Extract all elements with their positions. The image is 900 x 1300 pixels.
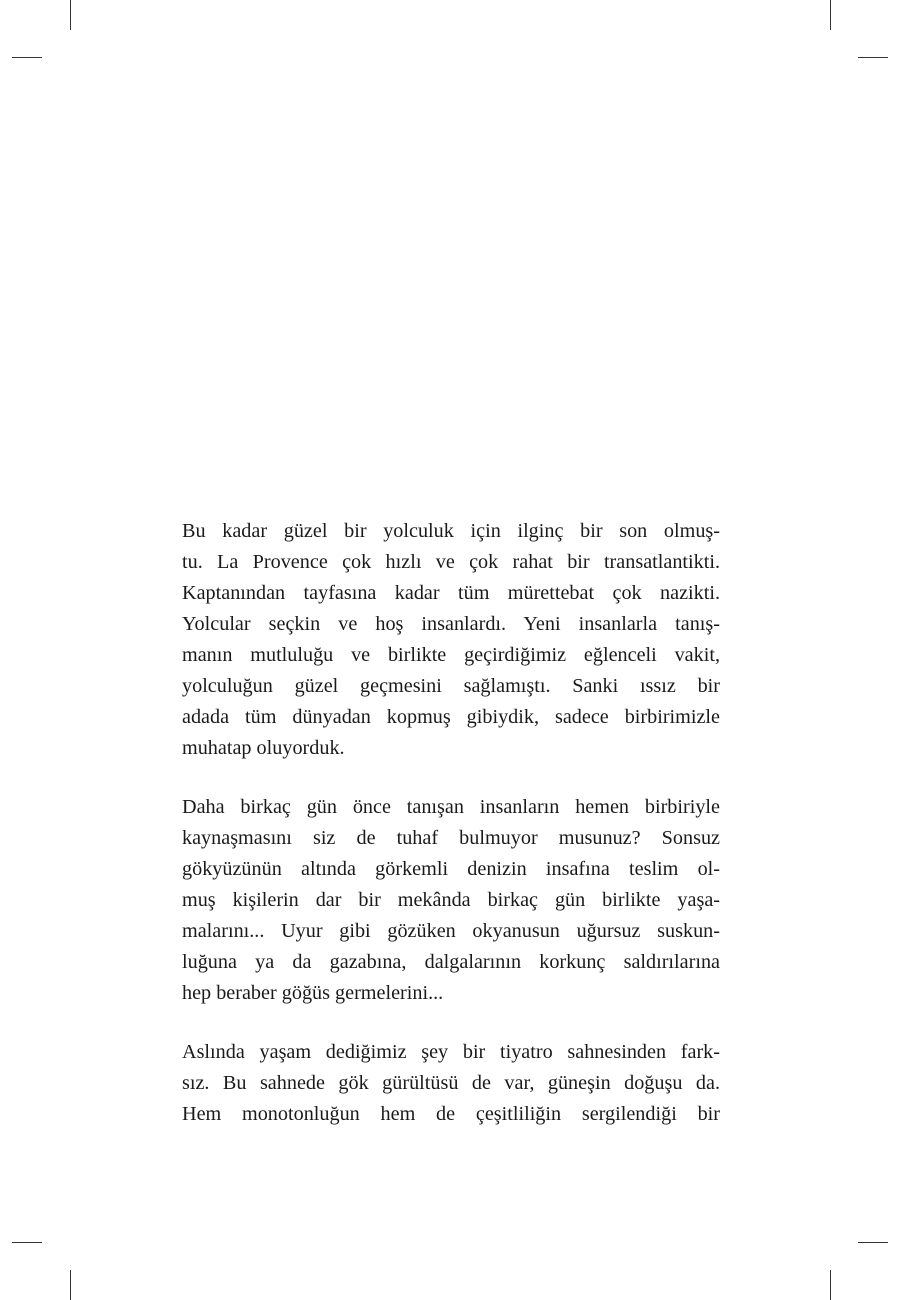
crop-mark-bottom-right-horizontal [858, 1242, 888, 1243]
paragraph-1 [182, 516, 720, 764]
text-line: Yolcular seçkin ve hoş insanlardı. Yeni insanlarla tanış- [182, 613, 720, 635]
text-line: Hem monotonluğun hem de çeşitliliğin sergilendiği bir [182, 1103, 720, 1125]
crop-mark-top-right-horizontal [858, 57, 888, 58]
crop-mark-bottom-right [830, 1270, 831, 1300]
text-line: muş kişilerin dar bir mekânda birkaç gün birlikte yaşa- [182, 889, 720, 911]
text-line: kaynaşmasını siz de tuhaf bulmuyor musunuz? Sonsuz [182, 827, 720, 849]
crop-mark-bottom-left [70, 1270, 71, 1300]
text-line: adada tüm dünyadan kopmuş gibiydik, sadece birbirimizle [182, 706, 720, 728]
text-line: malarını... Uyur gibi gözüken okyanusun uğursuz suskun- [182, 920, 720, 942]
paragraph-2 [182, 792, 720, 1009]
body-text [182, 516, 720, 1158]
crop-mark-top-left [70, 0, 71, 30]
text-line: manın mutluluğu ve birlikte geçirdiğimiz eğlenceli vakit, [182, 644, 720, 666]
text-line: Kaptanından tayfasına kadar tüm mürettebat çok nazikti. [182, 582, 720, 604]
text-line: sız. Bu sahnede gök gürültüsü de var, güneşin doğuşu da. [182, 1072, 720, 1094]
crop-mark-top-left-horizontal [12, 57, 42, 58]
text-line: hep beraber göğüs germelerini... [182, 982, 444, 1004]
text-line: Daha birkaç gün önce tanışan insanların hemen birbiriyle [182, 796, 720, 818]
text-line: gökyüzünün altında görkemli denizin insafına teslim ol- [182, 858, 720, 880]
text-line: muhatap oluyorduk. [182, 737, 345, 759]
text-line: tu. La Provence çok hızlı ve çok rahat bir transatlantikti. [182, 551, 720, 573]
crop-mark-top-right [830, 0, 831, 30]
text-line: Bu kadar güzel bir yolculuk için ilginç bir son olmuş- [182, 520, 720, 542]
text-line: yolculuğun güzel geçmesini sağlamıştı. Sanki ıssız bir [182, 675, 720, 697]
crop-mark-bottom-left-horizontal [12, 1242, 42, 1243]
paragraph-3 [182, 1037, 720, 1130]
text-line: Aslında yaşam dediğimiz şey bir tiyatro sahnesinden fark- [182, 1041, 720, 1063]
text-line: luğuna ya da gazabına, dalgalarının korkunç saldırılarına [182, 951, 720, 973]
